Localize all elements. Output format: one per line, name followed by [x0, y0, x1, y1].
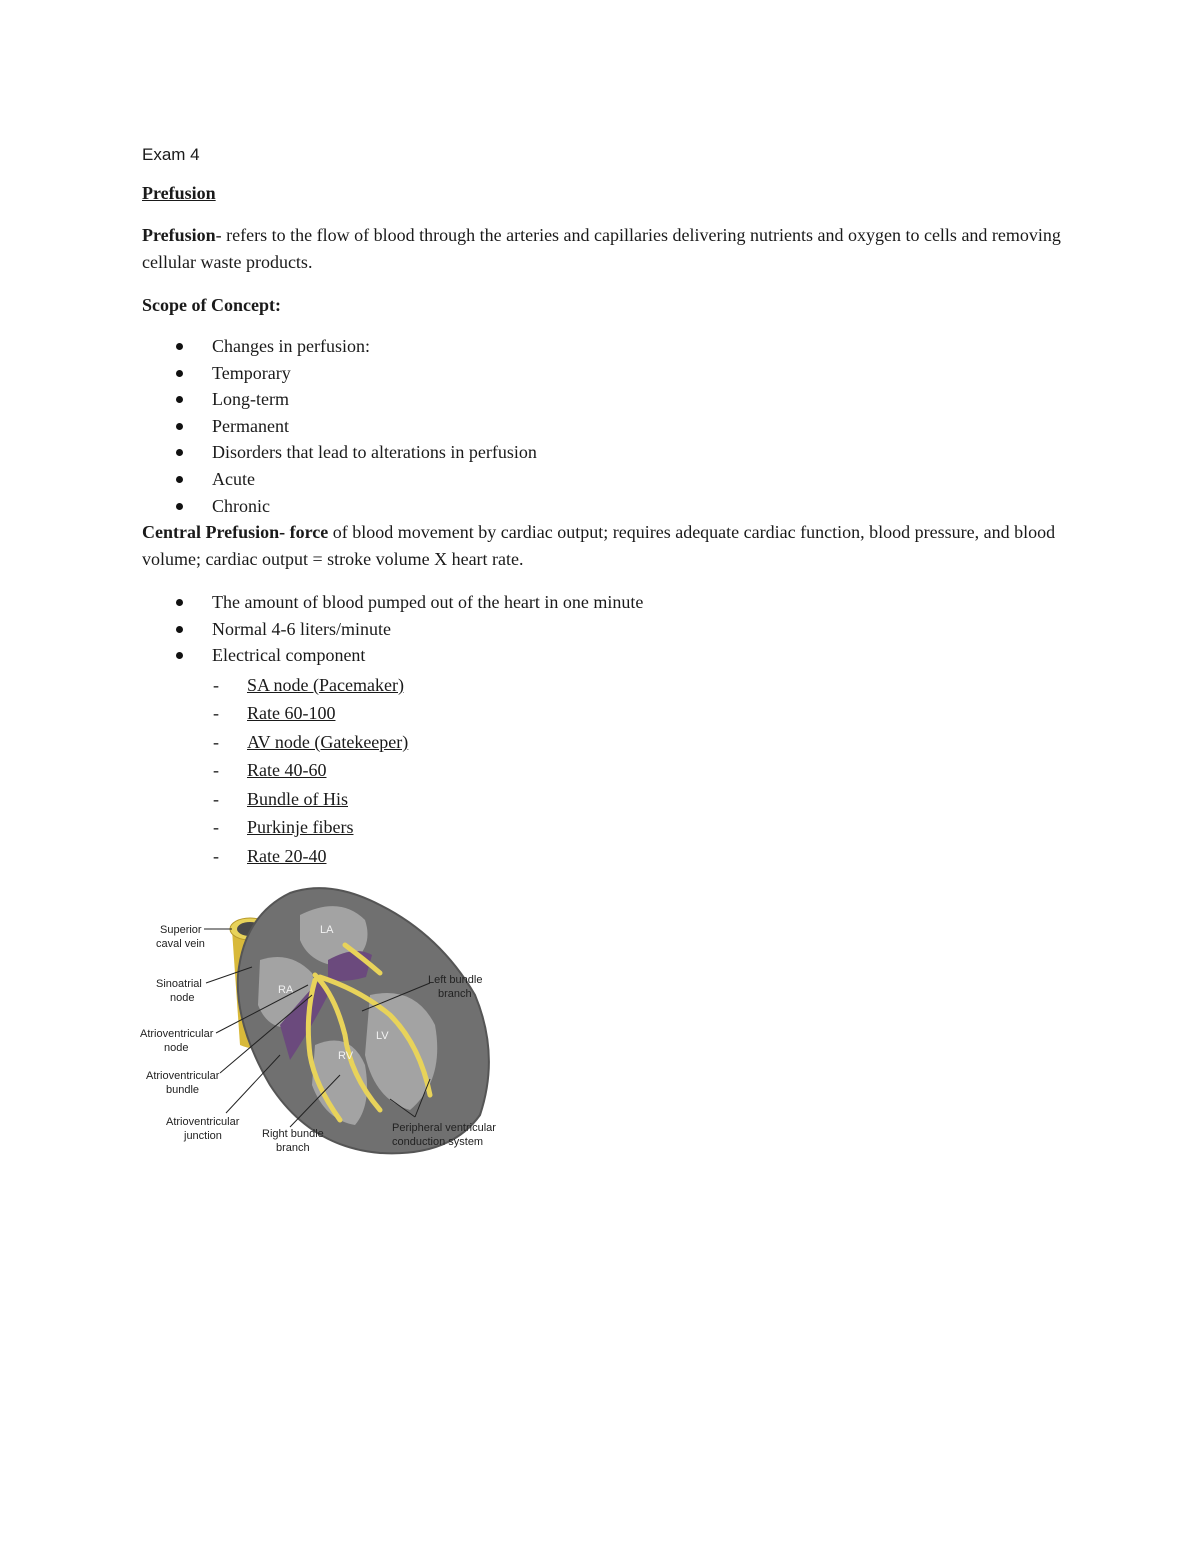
- sub-list-item: [142, 699, 1072, 728]
- sub-list-item: [142, 756, 1072, 785]
- central-text: of blood movement by cardiac output; requires adequate cardiac function, blood pressure, and blood volume; cardiac output = stroke volume X heart rate.: [142, 522, 1056, 570]
- document-page: [142, 145, 1072, 870]
- scope-list: [142, 333, 1072, 519]
- list-item: Long-term: [142, 386, 1072, 413]
- list-item: Temporary: [142, 360, 1072, 387]
- list-item: Changes in perfusion:: [142, 333, 1072, 360]
- chamber-label-la: LA: [320, 924, 334, 936]
- chamber-label-lv: LV: [376, 1030, 389, 1042]
- definition-paragraph: [142, 222, 1072, 276]
- sub-list-item: [142, 842, 1072, 871]
- list-item: Permanent: [142, 413, 1072, 440]
- sub-list-text: Rate 20-40: [247, 845, 327, 866]
- chamber-label-ra: RA: [278, 984, 294, 996]
- list-item: Electrical component: [142, 642, 1072, 669]
- central-term: Central Prefusion- force: [142, 522, 329, 543]
- chamber-label-rv: RV: [338, 1050, 354, 1062]
- heart-diagram: [140, 885, 510, 1160]
- list-item: The amount of blood pumped out of the heart in one minute: [142, 589, 1072, 616]
- sub-list-text: AV node (Gatekeeper): [247, 731, 409, 752]
- sub-list-text: Rate 60-100: [247, 703, 336, 724]
- definition-text: - refers to the flow of blood through the arteries and capillaries delivering nutrients and oxygen to cells and removing cellular waste products.: [142, 225, 1061, 272]
- label-peripheral-conduction-system: Peripheral ventricular conduction system: [392, 1122, 496, 1148]
- list-item: Disorders that lead to alterations in perfusion: [142, 439, 1072, 466]
- label-left-bundle-branch: Left bundle branch: [428, 974, 483, 1000]
- exam-title: Exam 4: [142, 145, 200, 164]
- definition-term: Prefusion: [142, 225, 216, 245]
- sub-list-item: [142, 785, 1072, 814]
- central-list: [142, 589, 1072, 669]
- list-item: Normal 4-6 liters/minute: [142, 616, 1072, 643]
- sub-list-item: [142, 813, 1072, 842]
- label-atrioventricular-bundle: Atrioventricular bundle: [146, 1070, 220, 1096]
- label-superior-caval-vein: Superior caval vein: [156, 924, 205, 950]
- label-atrioventricular-junction: Atrioventricular junction: [166, 1116, 240, 1142]
- label-atrioventricular-node: Atrioventricular node: [140, 1028, 214, 1054]
- sub-list-text: SA node (Pacemaker): [247, 674, 404, 695]
- sub-list-text: Bundle of His: [247, 788, 348, 809]
- sub-list-text: Rate 40-60: [247, 760, 327, 781]
- electrical-sublist: [142, 671, 1072, 871]
- sub-list-item: [142, 728, 1072, 757]
- label-sinoatrial-node: Sinoatrial node: [156, 978, 202, 1004]
- label-right-bundle-branch: Right bundle branch: [262, 1128, 324, 1154]
- list-item: Acute: [142, 466, 1072, 493]
- sub-list-item: [142, 671, 1072, 700]
- list-item: Chronic: [142, 493, 1072, 520]
- scope-heading: Scope of Concept:: [142, 295, 281, 315]
- heart-conduction-figure: [140, 885, 510, 1160]
- sub-list-text: Purkinje fibers: [247, 817, 354, 838]
- section-heading: Prefusion: [142, 183, 216, 203]
- central-paragraph: [142, 519, 1072, 573]
